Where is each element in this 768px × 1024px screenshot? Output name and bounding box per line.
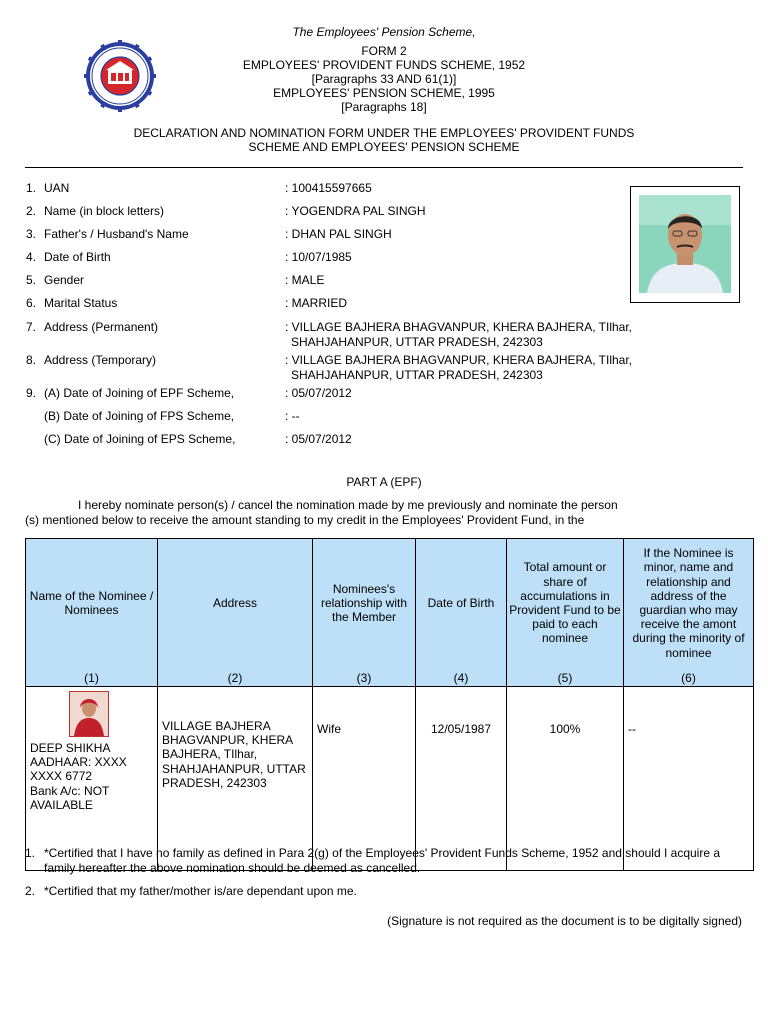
- col-header-name: Name of the Nominee / Nominees: [26, 539, 158, 668]
- certification-number: 1.: [25, 846, 36, 860]
- epfo-logo-icon: [79, 40, 161, 112]
- col-number: (2): [158, 667, 313, 687]
- row-label: Marital Status: [44, 296, 118, 310]
- nominee-share: 100%: [507, 687, 624, 871]
- table-row: [26, 687, 754, 871]
- col-header-share: Total amount or share of accumulations in Provident Fund to be paid to each nominee: [507, 539, 624, 668]
- row-number: 9.: [26, 386, 37, 400]
- nominee-aadhaar: AADHAAR: XXXX XXXX 6772: [30, 755, 127, 784]
- table-column-number-row: [26, 667, 754, 687]
- nomination-intro: [25, 498, 743, 528]
- table-header-row: [26, 539, 754, 668]
- nominee-name: DEEP SHIKHA: [30, 741, 111, 755]
- row-number: 4.: [26, 250, 37, 264]
- address-line-1: : VILLAGE BAJHERA BHAGVANPUR, KHERA BAJHERA, TIlhar,: [285, 320, 633, 334]
- row-label: Father's / Husband's Name: [44, 227, 189, 241]
- col-number: (6): [624, 667, 754, 687]
- nominee-photo: [69, 691, 109, 737]
- row-value: : MALE: [285, 273, 325, 287]
- form-title-line-1: DECLARATION AND NOMINATION FORM UNDER THE EMPLOYEES' PROVIDENT FUNDS: [133, 126, 635, 140]
- intro-line-2: (s) mentioned below to receive the amount standing to my credit in the Employees' Provident Fund, in the: [25, 513, 585, 527]
- nominee-relationship: Wife: [313, 687, 416, 871]
- address-line-1: : VILLAGE BAJHERA BHAGVANPUR, KHERA BAJHERA, TIlhar,: [285, 353, 633, 367]
- row-number: 5.: [26, 273, 37, 287]
- header-line-3: EMPLOYEES' PENSION SCHEME, 1995: [273, 86, 495, 100]
- col-number: (4): [416, 667, 507, 687]
- row-label: Gender: [44, 273, 85, 287]
- certification-text: *Certified that my father/mother is/are dependant upon me.: [44, 884, 357, 898]
- certification-2: [25, 884, 743, 899]
- row-value: [285, 320, 685, 350]
- nominee-table: [25, 538, 754, 871]
- header-line-1: EMPLOYEES' PROVIDENT FUNDS SCHEME, 1952: [242, 58, 526, 72]
- row-value: : MARRIED: [285, 296, 348, 310]
- header-line-2: [Paragraphs 33 AND 61(1)]: [311, 72, 457, 86]
- col-number: (5): [507, 667, 624, 687]
- row-number: 2.: [26, 204, 37, 218]
- address-line-2: SHAHJAHANPUR, UTTAR PRADESH, 242303: [291, 368, 543, 382]
- row-number: 3.: [26, 227, 37, 241]
- row-label: Name (in block letters): [44, 204, 165, 218]
- row-number: 1.: [26, 181, 37, 195]
- row-value: : 10/07/1985: [285, 250, 352, 264]
- row-value: : 05/07/2012: [285, 386, 352, 400]
- row-label: Date of Birth: [44, 250, 111, 264]
- row-number: 8.: [26, 353, 37, 367]
- address-line-2: SHAHJAHANPUR, UTTAR PRADESH, 242303: [291, 335, 543, 349]
- header-line-4: [Paragraphs 18]: [341, 100, 427, 114]
- row-label: (B) Date of Joining of FPS Scheme,: [44, 409, 235, 423]
- col-number: (3): [313, 667, 416, 687]
- row-label: UAN: [44, 181, 70, 195]
- nominee-guardian: --: [624, 687, 754, 871]
- member-photo-image: [639, 195, 731, 293]
- certification-number: 2.: [25, 884, 36, 898]
- form-number: FORM 2: [361, 44, 407, 58]
- nominee-dob: 12/05/1987: [416, 687, 507, 871]
- member-photo: [630, 186, 740, 303]
- col-number: (1): [26, 667, 158, 687]
- col-header-address: Address: [158, 539, 313, 668]
- nominee-address: VILLAGE BAJHERA BHAGVANPUR, KHERA BAJHERA, TIlhar, SHAHJAHANPUR, UTTAR PRADESH, 242303: [158, 687, 313, 871]
- nominee-bank: Bank A/c: NOT AVAILABLE: [30, 783, 110, 812]
- nominee-details: [30, 741, 155, 812]
- col-header-dob: Date of Birth: [416, 539, 507, 668]
- row-value: : DHAN PAL SINGH: [285, 227, 392, 241]
- signature-note: (Signature is not required as the document is to be digitally signed): [387, 914, 742, 928]
- row-value: : --: [285, 409, 300, 423]
- row-label: (C) Date of Joining of EPS Scheme,: [44, 432, 236, 446]
- row-number: 6.: [26, 296, 37, 310]
- row-label: (A) Date of Joining of EPF Scheme,: [44, 386, 235, 400]
- row-value: [285, 353, 685, 383]
- form-title-line-2: SCHEME AND EMPLOYEES' PENSION SCHEME: [248, 140, 520, 154]
- certification-1: [25, 846, 743, 876]
- intro-line-1: I hereby nominate person(s) / cancel the nomination made by me previously and nominate the person: [78, 498, 618, 512]
- row-value: : YOGENDRA PAL SINGH: [285, 204, 426, 218]
- col-header-relationship: Nominees's relationship with the Member: [313, 539, 416, 668]
- certification-text: *Certified that I have no family as defined in Para 2(g) of the Employees' Provident Funds Scheme, 1952 and should I acquire a family hereafter the above nomination should be deemed as cancelled.: [44, 846, 721, 875]
- part-a-heading: PART A (EPF): [346, 475, 422, 489]
- row-label: Address (Temporary): [44, 353, 157, 367]
- row-value: : 100415597665: [285, 181, 372, 195]
- col-header-guardian: If the Nominee is minor, name and relationship and address of the guardian who may receive the amont during the minority of nominee: [624, 539, 754, 668]
- nominee-name-cell: [26, 687, 158, 871]
- scheme-title-italic: The Employees' Pension Scheme,: [292, 25, 476, 39]
- row-label: Address (Permanent): [44, 320, 159, 334]
- row-value: : 05/07/2012: [285, 432, 352, 446]
- row-number: 7.: [26, 320, 37, 334]
- header-divider: [25, 167, 743, 168]
